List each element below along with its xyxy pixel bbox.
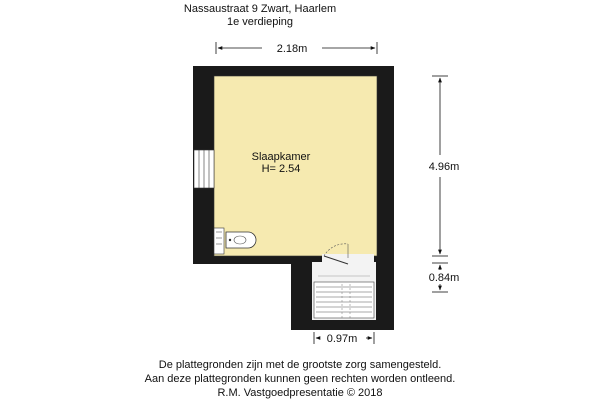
disclaimer-line-2: Aan deze plattegronden kunnen geen rechten worden ontleend.	[144, 373, 456, 385]
room-name: Slaapkamer	[251, 151, 311, 163]
dimension-width	[216, 42, 377, 55]
dimension-width-label: 2.18m	[276, 43, 308, 55]
dimension-length-label: 4.96m	[428, 161, 460, 173]
dimension-stair-width-label: 0.97m	[326, 333, 358, 345]
disclaimer	[0, 358, 600, 400]
dimension-stair-depth	[429, 263, 460, 292]
washbasin	[226, 232, 256, 248]
window	[194, 150, 214, 188]
dimension-length	[429, 76, 460, 256]
stair-area	[314, 282, 374, 318]
address-title: Nassaustraat 9 Zwart, Haarlem	[183, 3, 337, 15]
staircase	[314, 276, 374, 318]
room-height: H= 2.54	[261, 163, 301, 175]
wall-cabinet	[214, 228, 224, 254]
copyright: R.M. Vastgoedpresentatie © 2018	[217, 387, 383, 399]
dimension-stair-depth-label: 0.84m	[428, 272, 460, 284]
dimension-stair-width	[314, 332, 374, 345]
disclaimer-line-1: De plattegronden zijn met de grootste zorg samengesteld.	[158, 359, 442, 371]
floor-subtitle: 1e verdieping	[226, 16, 294, 28]
